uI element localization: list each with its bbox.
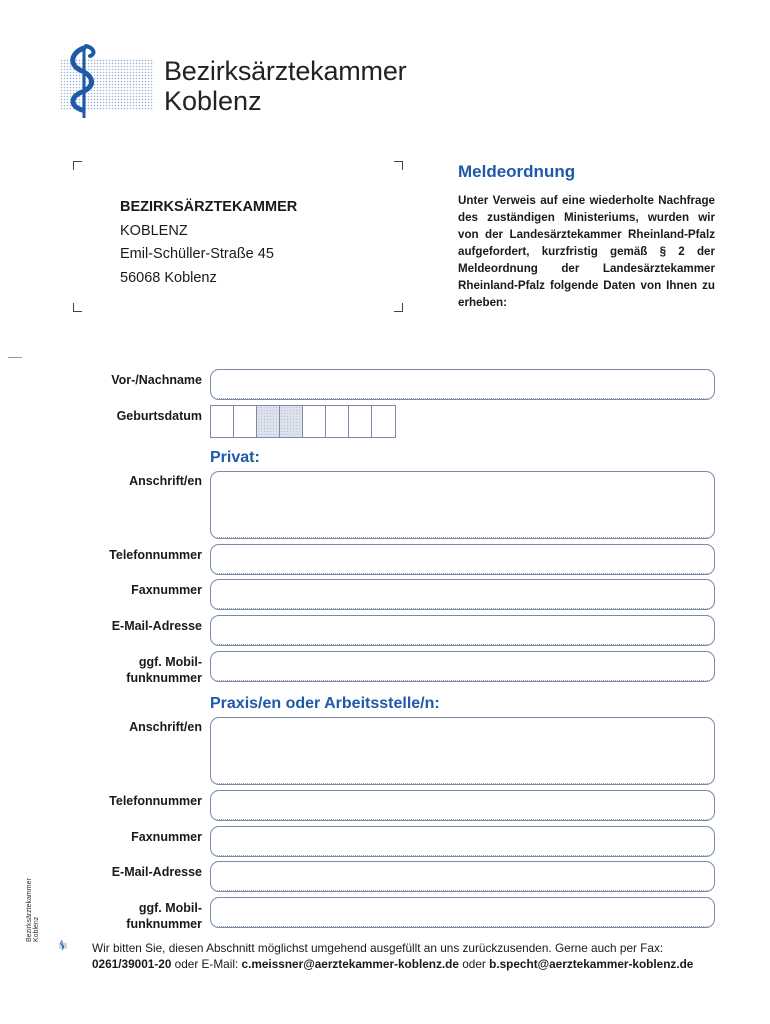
privat-phone-label: Telefonnummer [109, 548, 202, 562]
praxis-address-field[interactable] [210, 717, 715, 785]
birthdate-label: Geburtsdatum [116, 409, 202, 423]
footer-fax-number: 0261/39001-20 [92, 957, 172, 971]
privat-address-label: Anschrift/en [129, 474, 202, 488]
privat-fax-field[interactable] [210, 579, 715, 610]
privat-phone-field[interactable] [210, 544, 715, 575]
praxis-address-label: Anschrift/en [129, 720, 202, 734]
privat-mobile-field[interactable] [210, 651, 715, 682]
birthdate-cell[interactable] [303, 406, 326, 437]
birthdate-field[interactable] [210, 405, 396, 438]
name-field[interactable] [210, 369, 715, 400]
address-corner-mark [73, 303, 82, 312]
side-logo-line2: Koblenz [33, 916, 40, 942]
footer-text-email: oder E-Mail: [171, 957, 242, 971]
footer-email-2[interactable]: b.specht@aerztekammer-koblenz.de [489, 957, 694, 971]
recipient-line2: KOBLENZ [120, 222, 188, 239]
praxis-mobile-label-line2: funknummer [126, 917, 202, 931]
privat-email-field[interactable] [210, 615, 715, 646]
birthdate-cell[interactable] [326, 406, 349, 437]
praxis-phone-field[interactable] [210, 790, 715, 821]
footer-email-1[interactable]: c.meissner@aerztekammer-koblenz.de [241, 957, 459, 971]
birthdate-separator-cell [257, 406, 280, 437]
recipient-line1: BEZIRKSÄRZTEKAMMER [120, 199, 298, 215]
privat-email-label: E-Mail-Adresse [111, 619, 202, 633]
footer-note [92, 940, 722, 972]
footer-text-or: oder [458, 957, 490, 971]
footer-line2 [92, 956, 722, 972]
privat-address-field[interactable] [210, 471, 715, 539]
birthdate-cell[interactable] [349, 406, 372, 437]
org-name-line1: Bezirksärztekammer [164, 56, 407, 86]
praxis-phone-label: Telefonnummer [109, 794, 202, 808]
praxis-mobile-label [60, 900, 202, 932]
praxis-fax-field[interactable] [210, 826, 715, 857]
privat-mobile-label [60, 654, 202, 686]
birthdate-cell[interactable] [234, 406, 257, 437]
footer-line1: Wir bitten Sie, diesen Abschnitt möglichst umgehend ausgefüllt an uns zurückzusenden. Gerne auch per Fax: [92, 941, 664, 955]
info-text: Unter Verweis auf eine wiederholte Nachfrage des zuständigen Ministeriums, wurden wir von der Landesärztekammer Rheinland-Pfalz aufgefordert, kurzfristig gemäß § 2 der Meldeordnung der Landesärztekammer Rheinland-Pfalz folgende Daten von Ihnen zu erheben: [458, 194, 715, 309]
birthdate-cell[interactable] [372, 406, 395, 437]
info-box [458, 162, 715, 311]
info-title: Meldeordnung [458, 162, 576, 181]
address-corner-mark [73, 161, 82, 170]
praxis-email-label: E-Mail-Adresse [111, 865, 202, 879]
side-logo-text [26, 872, 40, 942]
praxis-mobile-label-line1: ggf. Mobil- [138, 901, 202, 915]
side-logo-icon [50, 940, 76, 972]
privat-mobile-label-line2: funknummer [126, 671, 202, 685]
name-label: Vor-/Nachname [111, 373, 202, 387]
praxis-fax-label: Faxnummer [131, 830, 202, 844]
birthdate-cell[interactable] [211, 406, 234, 437]
recipient-city: 56068 Koblenz [120, 269, 217, 286]
praxis-email-field[interactable] [210, 861, 715, 892]
birthdate-separator-cell [280, 406, 303, 437]
org-name-line2: Koblenz [164, 86, 262, 116]
aesculapian-staff-icon [54, 44, 154, 120]
fold-mark [8, 357, 22, 358]
privat-mobile-label-line1: ggf. Mobil- [138, 655, 202, 669]
address-corner-mark [394, 161, 403, 170]
praxis-mobile-field[interactable] [210, 897, 715, 928]
side-logo-line1: Bezirksärztekammer [26, 878, 33, 942]
address-corner-mark [394, 303, 403, 312]
recipient-address [120, 196, 297, 290]
org-logo [54, 44, 454, 124]
praxis-heading: Praxis/en oder Arbeitsstelle/n: [210, 695, 440, 712]
privat-heading: Privat: [210, 449, 260, 466]
recipient-street: Emil-Schüller-Straße 45 [120, 246, 274, 262]
privat-fax-label: Faxnummer [131, 583, 202, 597]
